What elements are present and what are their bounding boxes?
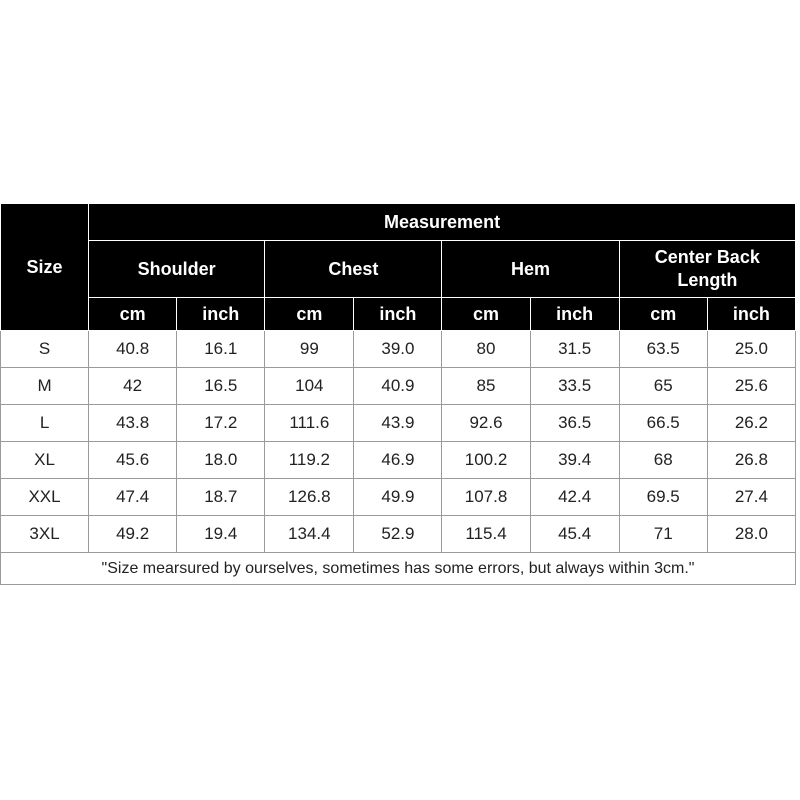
value-cell: 18.0 (177, 442, 265, 479)
value-cell: 68 (619, 442, 707, 479)
value-cell: 100.2 (442, 442, 530, 479)
value-cell: 31.5 (530, 331, 619, 368)
table-row (1, 516, 796, 553)
value-cell: 126.8 (265, 479, 354, 516)
value-cell: 33.5 (530, 368, 619, 405)
value-cell: 49.9 (354, 479, 442, 516)
value-cell: 16.1 (177, 331, 265, 368)
unit-header: inch (354, 298, 442, 331)
size-cell: S (1, 331, 89, 368)
value-cell: 40.8 (89, 331, 177, 368)
size-chart-table (0, 203, 796, 585)
value-cell: 40.9 (354, 368, 442, 405)
table-row (1, 442, 796, 479)
value-cell: 63.5 (619, 331, 707, 368)
value-cell: 66.5 (619, 405, 707, 442)
value-cell: 52.9 (354, 516, 442, 553)
group-header-hem: Hem (442, 241, 619, 298)
group-header-shoulder: Shoulder (89, 241, 265, 298)
value-cell: 92.6 (442, 405, 530, 442)
value-cell: 65 (619, 368, 707, 405)
group-header-label: Center Back Length (654, 247, 760, 290)
measurement-note: "Size mearsured by ourselves, sometimes has some errors, but always within 3cm." (1, 553, 796, 585)
size-cell: 3XL (1, 516, 89, 553)
value-cell: 26.2 (707, 405, 795, 442)
value-cell: 45.4 (530, 516, 619, 553)
measurement-header: Measurement (89, 204, 796, 241)
value-cell: 43.9 (354, 405, 442, 442)
size-cell: L (1, 405, 89, 442)
value-cell: 39.4 (530, 442, 619, 479)
table-row (1, 479, 796, 516)
value-cell: 85 (442, 368, 530, 405)
value-cell: 115.4 (442, 516, 530, 553)
unit-header: inch (707, 298, 795, 331)
value-cell: 25.6 (707, 368, 795, 405)
group-header-chest: Chest (265, 241, 442, 298)
value-cell: 107.8 (442, 479, 530, 516)
value-cell: 36.5 (530, 405, 619, 442)
value-cell: 17.2 (177, 405, 265, 442)
table-row (1, 331, 796, 368)
size-header: Size (1, 204, 89, 331)
value-cell: 47.4 (89, 479, 177, 516)
table-row (1, 368, 796, 405)
unit-header: cm (619, 298, 707, 331)
value-cell: 111.6 (265, 405, 354, 442)
value-cell: 28.0 (707, 516, 795, 553)
value-cell: 25.0 (707, 331, 795, 368)
size-cell: XL (1, 442, 89, 479)
unit-header: cm (442, 298, 530, 331)
unit-header: inch (530, 298, 619, 331)
value-cell: 18.7 (177, 479, 265, 516)
value-cell: 45.6 (89, 442, 177, 479)
size-cell: XXL (1, 479, 89, 516)
value-cell: 80 (442, 331, 530, 368)
value-cell: 119.2 (265, 442, 354, 479)
unit-header: cm (265, 298, 354, 331)
value-cell: 19.4 (177, 516, 265, 553)
value-cell: 27.4 (707, 479, 795, 516)
unit-header: inch (177, 298, 265, 331)
value-cell: 49.2 (89, 516, 177, 553)
value-cell: 42.4 (530, 479, 619, 516)
value-cell: 69.5 (619, 479, 707, 516)
value-cell: 26.8 (707, 442, 795, 479)
size-cell: M (1, 368, 89, 405)
value-cell: 134.4 (265, 516, 354, 553)
value-cell: 104 (265, 368, 354, 405)
group-header-center-back-length (619, 241, 795, 298)
value-cell: 43.8 (89, 405, 177, 442)
unit-header: cm (89, 298, 177, 331)
value-cell: 16.5 (177, 368, 265, 405)
value-cell: 46.9 (354, 442, 442, 479)
value-cell: 99 (265, 331, 354, 368)
value-cell: 42 (89, 368, 177, 405)
value-cell: 71 (619, 516, 707, 553)
table-row (1, 405, 796, 442)
value-cell: 39.0 (354, 331, 442, 368)
